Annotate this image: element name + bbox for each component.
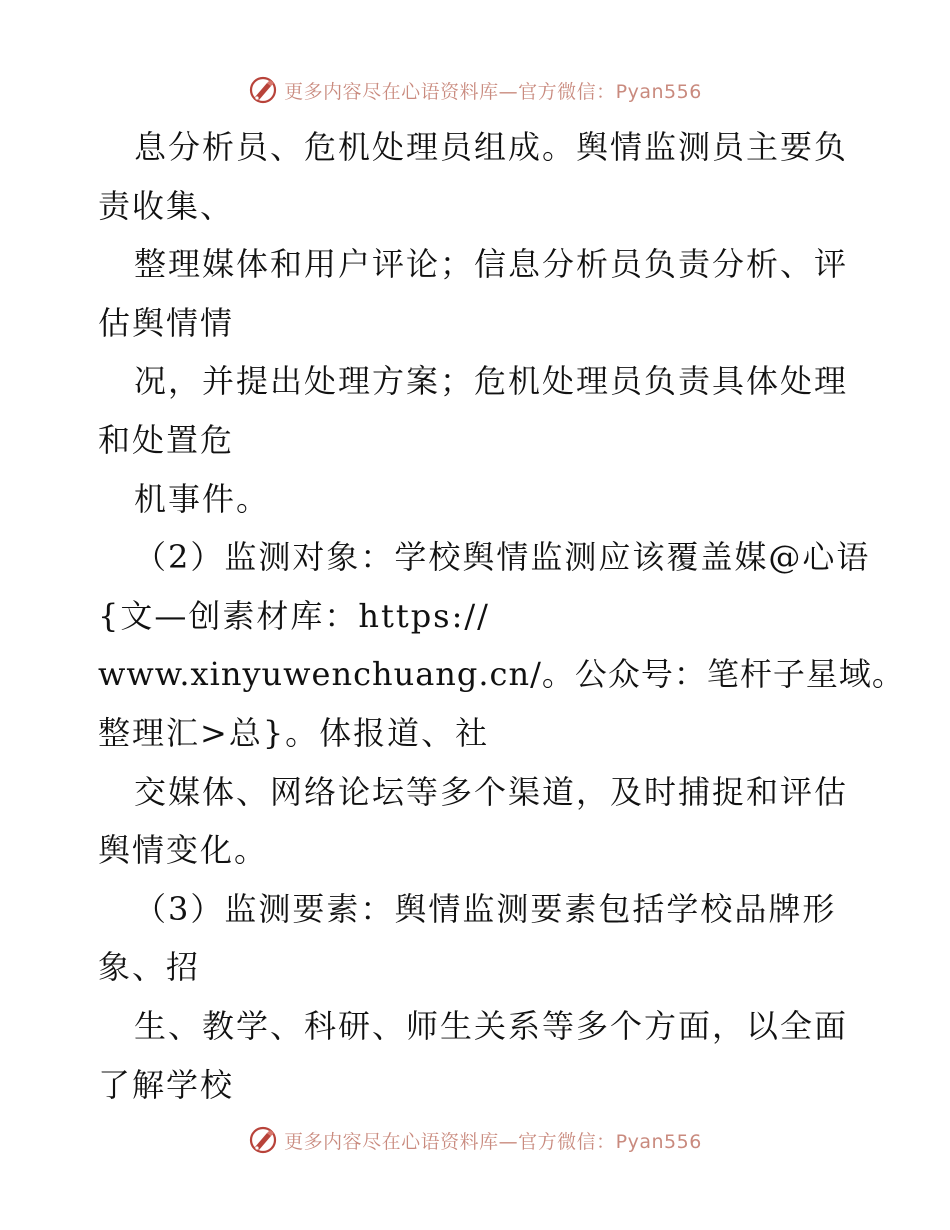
pen-logo-icon — [248, 75, 278, 105]
text-line: 舆情变化。 — [98, 831, 269, 870]
text-line: 生、教学、科研、师生关系等多个方面，以全面 — [134, 1006, 849, 1045]
footer-banner — [0, 1120, 950, 1160]
text-line: 和处置危 — [98, 420, 235, 459]
text-line: 整理汇>总}。体报道、社 — [98, 713, 490, 752]
header-banner-text: 更多内容尽在心语资料库—官方微信：Pyan556 — [284, 80, 702, 103]
footer-banner-text: 更多内容尽在心语资料库—官方微信：Pyan556 — [284, 1130, 702, 1153]
text-line: 估舆情情 — [98, 303, 235, 342]
text-line: {文—创素材库：https:// — [98, 596, 490, 635]
text-line: 交媒体、网络论坛等多个渠道，及时捕捉和评估 — [134, 772, 849, 811]
text-line: 了解学校 — [98, 1065, 235, 1104]
text-line: （2）监测对象：学校舆情监测应该覆盖媒@心语 — [134, 538, 871, 577]
document-body — [98, 118, 905, 1114]
text-line: 况，并提出处理方案；危机处理员负责具体处理 — [134, 362, 849, 401]
text-line: 息分析员、危机处理员组成。舆情监测员主要负 — [134, 128, 849, 166]
text-line: www.xinyuwenchuang.cn/。公众号：笔杆子星域。 — [98, 655, 905, 694]
text-line: （3）监测要素：舆情监测要素包括学校品牌形 — [134, 889, 837, 928]
header-banner — [0, 70, 950, 110]
text-line: 象、招 — [98, 948, 201, 987]
text-line: 责收集、 — [98, 186, 235, 225]
pen-logo-icon — [248, 1125, 278, 1155]
text-line: 机事件。 — [134, 479, 271, 518]
text-line: 整理媒体和用户评论；信息分析员负责分析、评 — [134, 245, 849, 284]
